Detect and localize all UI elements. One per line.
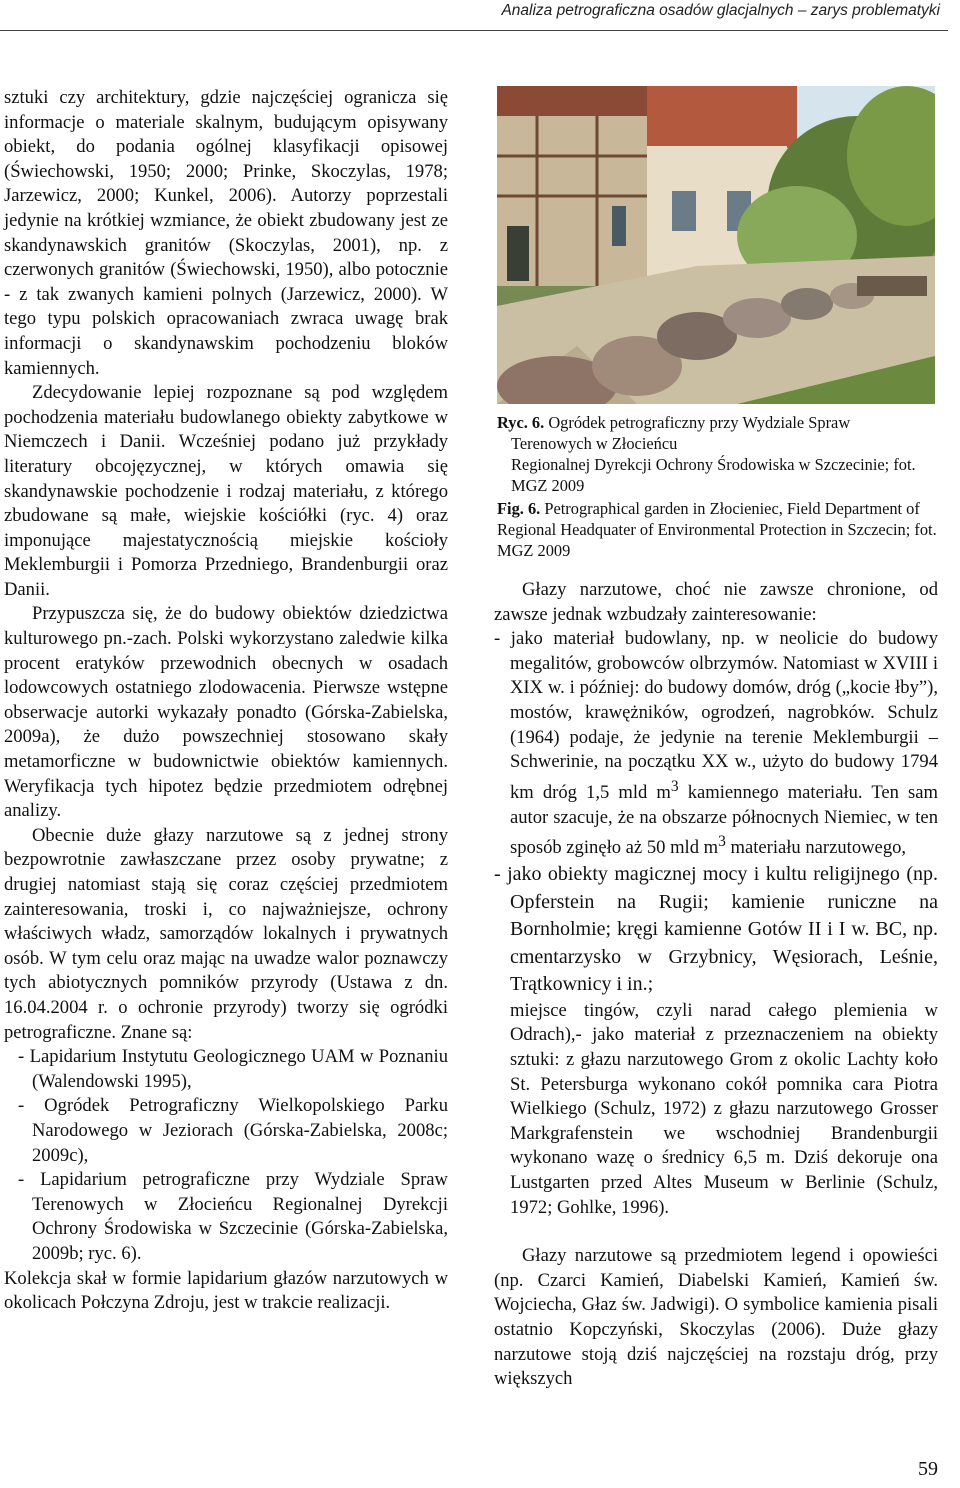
left-paragraph-4: Obecnie duże głazy narzutowe są z jednej strony bezpowrotnie zawłaszczane przez osoby prywatne; z drugiej natomiast stają się coraz częściej przedmiotem zainteresowania, troski i, co najważniejsze, ochrony właściwych władz, samorządów lokalnych i prywatnych osób. W tym celu oraz mając na uwadze walor poznawczy tych abiotycznych pomników przyrody (Ustawa z dn. 16.04.2004 r. o ochronie przyrody) tworzy się ogródki petrograficzne. Znane są: — [4, 824, 448, 1043]
garden-list-item: - Lapidarium Instytutu Geologicznego UAM w Poznaniu (Walendowski 1995), — [18, 1046, 448, 1092]
caption-en-label: Fig. 6. — [497, 499, 541, 518]
left-paragraph-1: sztuki czy architektury, gdzie najczęściej ogranicza się informacje o materiale skalnym, budującym opisywany obiekt, do podania ogólnej klasyfikacji opisowej (Świechowski, 1950; 2000; Prinke, Skoczylas, 1978; Jarzewicz, 2000; Kunkel, 2006). Autorzy poprzestali jedynie na krótkiej wzmiance, że obiekt zbudowany jest ze skandynawskich granitów (Skoczylas, 2001), np. z czerwonych granitów (Świechowski, 1950), albo potocznie - z tak zwanych kamieni polnych (Jarzewicz, 2000). W tego typu polskich opracowaniach zwraca uwagę brak informacji o skandynawskim pochodzeniu bloków kamiennych. — [4, 87, 448, 379]
caption-pl-text-3: Regionalnej Dyrekcji Ochrony Środowiska w Szczecinie; fot. MGZ 2009 — [511, 455, 916, 495]
caption-pl-label: Ryc. 6. — [497, 413, 545, 432]
garden-list-item: - Ogródek Petrograficzny Wielkopolskiego Parku Narodowego w Jeziorach (Górska-Zabielska, 2008c; 2009c), — [18, 1095, 448, 1166]
caption-pl-text-1: Ogródek petrograficzny przy Wydziale Spraw — [548, 413, 851, 432]
right-list-item-cont: miejsce tingów, czyli narad całego plemienia w Odrach),- jako materiał z przeznaczeniem na obiekty sztuki: z głazu narzutowego Grom z okolic Lachty koło St. Petersburga wykonano cokół pomnika cara Piotra Wielkiego (Schulz, 1972) z głazu narzutowego Grosser Markgrafenstein we wschodniej Brandenburgii wykonano wazę o średnicy 6,5 m. Dziś dekoruje ona Lustgarten przed Altes Museum w Berlinie (Schulz, 1972; Gohlke, 1996). — [510, 999, 938, 1218]
garden-list-item: - Lapidarium petrograficzne przy Wydziale Spraw Terenowych w Złocieńcu Regionalnej Dyrekcji Ochrony Środowiska w Szczecinie (Górska-Zabielska, 2009b; ryc. 6). — [18, 1169, 448, 1264]
garden-list — [4, 1045, 448, 1266]
figure-caption-pl — [497, 412, 941, 496]
running-header: Analiza petrograficzna osadów glacjalnych – zarys problematyki — [501, 2, 940, 19]
right-list-item-building — [494, 627, 938, 861]
superscript-3: 3 — [718, 833, 726, 851]
right-paragraph-2: Głazy narzutowe są przedmiotem legend i opowieści (np. Czarci Kamień, Diabelski Kamień, Kamień św. Wojciecha, Głaz św. Jadwigi). O symbolice kamienia pisali ostatnio Kopczyński, Skoczylas (2006). Duże głazy narzutowe stoją dziś najczęściej na rozstaju dróg, przy większych — [494, 1245, 938, 1390]
left-column — [4, 86, 448, 1316]
right-list-item-cult: - jako obiekty magicznej mocy i kultu religijnego (np. Opferstein na Rugii; kamienie runiczne na Bornholmie; kręgi kamienne Gotów II i I w. BC, np. cmentarzysko w Grzybnicy, Węsiorach, Leśnie, Trątkownicy i in.; — [494, 862, 938, 996]
page-number: 59 — [918, 1458, 938, 1480]
superscript-3: 3 — [670, 777, 679, 795]
garden-photo-illustration — [497, 86, 935, 404]
building-text-a: - jako materiał budowlany, np. w neolicie do budowy megalitów, grobowców olbrzymów. Natomiast w XVIII i XIX w. i później: do budowy domów, dróg („kocie łby”), mostów, krawężników, ogrodzeń, nagrobków. Schulz (1964) podaje, że jedynie na terenie Meklemburgii – Schwerinie, na początku XX w., użyto do budowy 1794 km dróg 1,5 mld m — [494, 628, 938, 803]
right-column — [494, 578, 938, 1392]
building-text-c: materiału narzutowego, — [725, 837, 907, 859]
left-paragraph-3: Przypuszcza się, że do budowy obiektów dziedzictwa kulturowego pn.-zach. Polski wykorzystano zaledwie kilka procent eratyków przewodnich obecnych w osadach lodowcowych ostatniego zlodowacenia. Pierwsze wstępne obserwacje autorki wykazały ponadto (Górska-Zabielska, 2009a), że dużo powszechniej stosowano skały metamorficzne w budownictwie obiektów kamiennych. Weryfikacja tych hipotez będzie przedmiotem odrębnej analizy. — [4, 603, 448, 822]
building-text-b: kamiennego materiału. Ten sam autor szacuje, że na obszarze północnych Niemiec, w ten sposób zginęło aż 50 mld m — [510, 781, 938, 859]
figure-caption-en — [497, 498, 941, 561]
caption-pl-text-2: Terenowych w Złocieńcu — [511, 434, 678, 453]
right-paragraph-1: Głazy narzutowe, choć nie zawsze chronione, od zawsze jednak wzbudzały zainteresowanie: — [494, 579, 938, 625]
caption-en-text: Petrographical garden in Złocieniec, Field Department of Regional Headquater of Environmental Protection in Szczecin; fot. MGZ 2009 — [497, 499, 937, 560]
header-rule — [0, 30, 948, 31]
left-paragraph-5: Kolekcja skał w formie lapidarium głazów narzutowych w okolicach Połczyna Zdroju, jest w trakcie realizacji. — [4, 1267, 448, 1314]
figure-photo — [497, 86, 935, 404]
left-paragraph-2: Zdecydowanie lepiej rozpoznane są pod względem pochodzenia materiału budowlanego obiekty zabytkowe w Niemczech i Danii. Wcześniej podano już przykłady literatury obcojęzycznej, w których omawia się skandynawskie pochodzenie i rodzaj materiału, z którego zbudowane są małe, wiejskie kościółki (ryc. 4) oraz imponujące majestatycznością miejskie kościoły Meklemburgii i Pomorza Przedniego, Brandenburgii oraz Danii. — [4, 382, 448, 600]
